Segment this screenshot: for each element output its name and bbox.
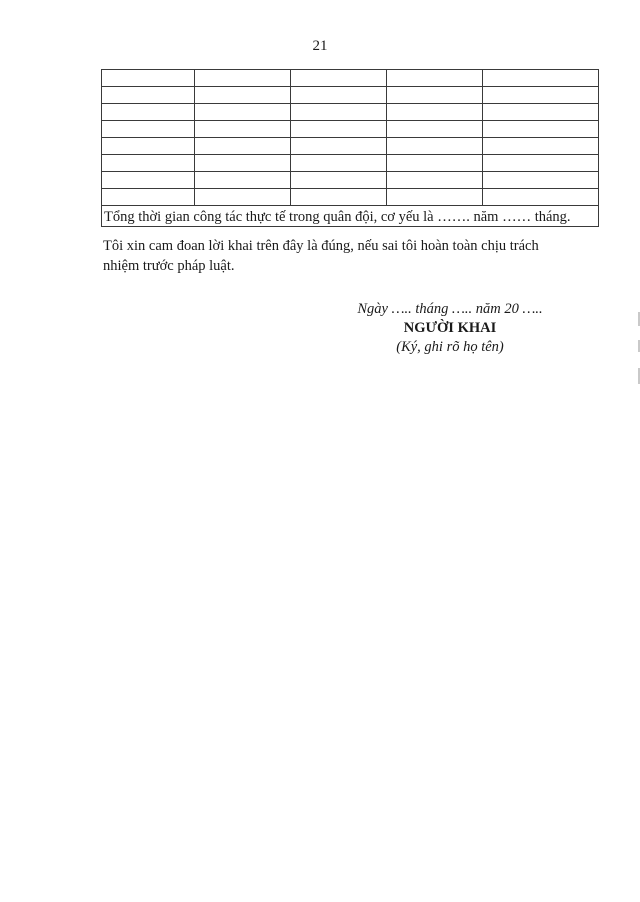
table-cell <box>102 155 195 172</box>
table-row <box>102 70 599 87</box>
table-cell <box>195 189 291 206</box>
work-history-table <box>101 69 599 227</box>
summary-text: Tổng thời gian công tác thực tế trong quân đội, cơ yếu là ……. năm …… tháng. <box>102 206 599 227</box>
table-cell <box>483 189 599 206</box>
table-cell <box>195 121 291 138</box>
table-cell <box>102 189 195 206</box>
table-cell <box>195 172 291 189</box>
table-row <box>102 138 599 155</box>
table-cell <box>102 70 195 87</box>
page-number: 21 <box>312 38 328 54</box>
table-cell <box>387 155 483 172</box>
table-row <box>102 172 599 189</box>
table-row <box>102 189 599 206</box>
signature-title: NGƯỜI KHAI <box>403 320 497 336</box>
table-cell <box>291 121 387 138</box>
declaration-paragraph <box>103 236 573 276</box>
table-row <box>102 104 599 121</box>
table-cell <box>291 189 387 206</box>
table-cell <box>195 104 291 121</box>
signature-block <box>330 300 570 357</box>
table-cell <box>483 70 599 87</box>
summary-row <box>102 206 599 227</box>
table-cell <box>387 104 483 121</box>
table-cell <box>387 138 483 155</box>
table-cell <box>195 138 291 155</box>
table-cell <box>483 138 599 155</box>
table-cell <box>102 172 195 189</box>
table-cell <box>387 121 483 138</box>
table-cell <box>483 155 599 172</box>
declaration-line: Tôi xin cam đoan lời khai trên đây là đúng, nếu sai tôi hoàn toàn chịu trách <box>103 238 539 254</box>
table-body <box>102 70 599 227</box>
table-cell <box>387 70 483 87</box>
table-cell <box>387 172 483 189</box>
table-cell <box>387 87 483 104</box>
table-cell <box>195 155 291 172</box>
table-cell <box>102 121 195 138</box>
table-cell <box>291 87 387 104</box>
table-cell <box>387 189 483 206</box>
signature-note: (Ký, ghi rõ họ tên) <box>396 339 504 355</box>
table-cell <box>483 87 599 104</box>
table-cell <box>291 138 387 155</box>
table-cell <box>291 155 387 172</box>
table-cell <box>291 172 387 189</box>
table-cell <box>291 104 387 121</box>
table-row <box>102 121 599 138</box>
table-cell <box>483 104 599 121</box>
table-row <box>102 87 599 104</box>
table-cell <box>195 87 291 104</box>
table-cell <box>102 104 195 121</box>
table-row <box>102 155 599 172</box>
signature-date-line: Ngày ….. tháng ….. năm 20 ….. <box>357 301 543 317</box>
table-cell <box>195 70 291 87</box>
table-cell <box>483 121 599 138</box>
declaration-line: nhiệm trước pháp luật. <box>103 258 235 274</box>
table-cell <box>291 70 387 87</box>
table-cell <box>102 87 195 104</box>
table-cell <box>483 172 599 189</box>
table-cell <box>102 138 195 155</box>
